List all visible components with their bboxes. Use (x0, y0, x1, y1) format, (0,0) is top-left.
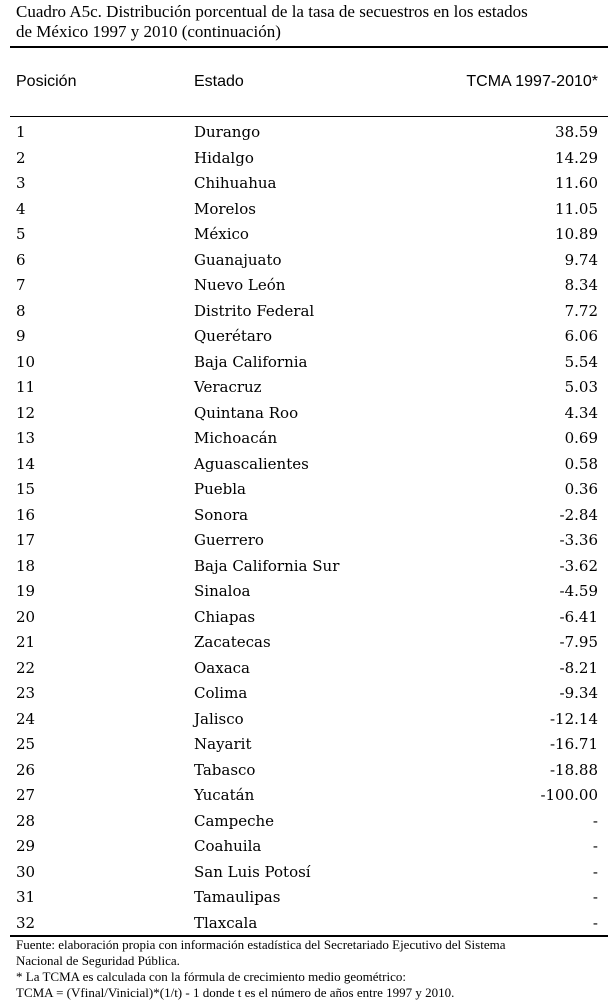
row-position: 10 (16, 352, 36, 371)
table-row (0, 760, 610, 786)
table-row (0, 377, 610, 403)
row-position: 8 (16, 301, 26, 320)
row-state: Jalisco (194, 709, 244, 728)
row-position: 16 (16, 505, 36, 524)
row-position: 24 (16, 709, 36, 728)
row-value: 11.60 (555, 174, 598, 193)
row-state: México (194, 225, 249, 244)
row-position: 1 (16, 123, 26, 141)
table-row (0, 658, 610, 684)
table-row (0, 326, 610, 352)
row-state: Tabasco (194, 760, 256, 779)
row-position: 32 (16, 913, 36, 932)
row-state: Sonora (194, 505, 249, 524)
row-value: -100.00 (540, 786, 598, 805)
row-state: Oaxaca (194, 658, 250, 677)
row-value: -8.21 (559, 658, 598, 677)
row-state: Guanajuato (194, 250, 282, 269)
row-state: Nayarit (194, 735, 252, 754)
row-value: -18.88 (549, 760, 598, 779)
row-value: 0.69 (564, 429, 598, 448)
row-value: - (592, 888, 598, 907)
row-value: - (592, 913, 598, 932)
row-state: Veracruz (194, 378, 262, 397)
row-position: 3 (16, 174, 26, 193)
row-position: 20 (16, 607, 36, 626)
table-title (16, 2, 606, 42)
row-value: -16.71 (549, 735, 598, 754)
row-position: 7 (16, 276, 26, 295)
row-state: Morelos (194, 199, 256, 218)
row-position: 5 (16, 225, 26, 244)
table-row (0, 556, 610, 582)
row-state: Guerrero (194, 531, 264, 550)
row-value: 4.34 (564, 403, 598, 422)
table-row (0, 275, 610, 301)
row-state: Chiapas (194, 607, 256, 626)
row-state: Aguascalientes (194, 454, 309, 473)
row-value: -3.62 (559, 556, 598, 575)
row-value: 6.06 (564, 327, 598, 346)
table-title-line-2: de México 1997 y 2010 (continuación) (16, 22, 281, 41)
table-title-line-1: Cuadro A5c. Distribución porcentual de la tasa de secuestros en los estados (16, 2, 528, 21)
footnotes (16, 937, 606, 1001)
row-position: 2 (16, 148, 26, 167)
row-value: 14.29 (555, 148, 598, 167)
row-value: -4.59 (559, 582, 598, 601)
row-value: 38.59 (555, 123, 598, 141)
header-rule (10, 116, 608, 117)
formula-note-line-1: * La TCMA es calculada con la fórmula de crecimiento medio geométrico: (16, 969, 406, 984)
row-position: 17 (16, 531, 36, 550)
header-value: TCMA 1997-2010* (466, 73, 598, 90)
table-row (0, 683, 610, 709)
row-state: Hidalgo (194, 148, 254, 167)
row-state: Chihuahua (194, 174, 277, 193)
row-state: Puebla (194, 480, 246, 499)
row-position: 21 (16, 633, 36, 652)
row-state: Durango (194, 123, 261, 141)
row-state: Zacatecas (194, 633, 271, 652)
row-state: Distrito Federal (194, 301, 315, 320)
table-row (0, 250, 610, 276)
row-value: -12.14 (549, 709, 598, 728)
table-row (0, 352, 610, 378)
row-position: 25 (16, 735, 36, 754)
row-value: 5.54 (564, 352, 598, 371)
row-value: -3.36 (559, 531, 598, 550)
row-position: 22 (16, 658, 36, 677)
row-position: 12 (16, 403, 36, 422)
row-position: 30 (16, 862, 36, 881)
row-state: Campeche (194, 811, 275, 830)
row-state: Coahuila (194, 837, 262, 856)
row-state: Michoacán (194, 429, 278, 448)
row-position: 23 (16, 684, 36, 703)
table-row (0, 454, 610, 480)
row-position: 15 (16, 480, 36, 499)
row-state: Colima (194, 684, 248, 703)
row-position: 11 (16, 378, 36, 397)
row-value: - (592, 811, 598, 830)
header-state: Estado (194, 73, 244, 90)
table-row (0, 836, 610, 862)
table-row (0, 887, 610, 913)
row-state: San Luis Potosí (194, 862, 311, 881)
row-position: 26 (16, 760, 36, 779)
table-row (0, 632, 610, 658)
table-body (0, 122, 610, 939)
table-row (0, 403, 610, 429)
top-rule (10, 46, 608, 48)
row-position: 4 (16, 199, 26, 218)
row-value: -2.84 (559, 505, 598, 524)
row-value: 0.58 (564, 454, 598, 473)
formula-note-line-2: TCMA = (Vfinal/Vinicial)*(1/t) - 1 donde t es el número de años entre 1997 y 2010. (16, 985, 455, 1000)
table-row (0, 734, 610, 760)
row-value: 11.05 (555, 199, 598, 218)
row-value: 0.36 (564, 480, 598, 499)
row-position: 14 (16, 454, 36, 473)
row-state: Yucatán (194, 786, 255, 805)
row-position: 29 (16, 837, 36, 856)
row-position: 31 (16, 888, 36, 907)
table-row (0, 581, 610, 607)
row-position: 13 (16, 429, 36, 448)
row-value: -7.95 (559, 633, 598, 652)
row-value: -6.41 (559, 607, 598, 626)
row-state: Tlaxcala (194, 913, 258, 932)
table-row (0, 530, 610, 556)
source-note-line-1: Fuente: elaboración propia con información estadística del Secretariado Ejecutivo del Sistema (16, 937, 506, 952)
table-row (0, 479, 610, 505)
row-state: Querétaro (194, 327, 273, 346)
table-row (0, 122, 610, 148)
row-state: Tamaulipas (194, 888, 281, 907)
table-row (0, 607, 610, 633)
row-value: - (592, 837, 598, 856)
row-value: 7.72 (564, 301, 598, 320)
header-position: Posición (16, 73, 77, 90)
table-row (0, 301, 610, 327)
table-row (0, 709, 610, 735)
row-value: 9.74 (564, 250, 598, 269)
table-row (0, 148, 610, 174)
row-state: Quintana Roo (194, 403, 299, 422)
row-position: 9 (16, 327, 26, 346)
source-note-line-2: Nacional de Seguridad Pública. (16, 953, 180, 968)
table-row (0, 811, 610, 837)
table-row (0, 199, 610, 225)
row-state: Nuevo León (194, 276, 286, 295)
row-position: 18 (16, 556, 36, 575)
row-value: 8.34 (564, 276, 598, 295)
row-position: 28 (16, 811, 36, 830)
row-value: - (592, 862, 598, 881)
row-position: 6 (16, 250, 26, 269)
row-state: Sinaloa (194, 582, 251, 601)
row-value: -9.34 (559, 684, 598, 703)
row-state: Baja California (194, 352, 308, 371)
row-position: 19 (16, 582, 36, 601)
table-row (0, 173, 610, 199)
row-value: 10.89 (555, 225, 598, 244)
table-row (0, 505, 610, 531)
row-position: 27 (16, 786, 36, 805)
row-value: 5.03 (564, 378, 598, 397)
table-row (0, 785, 610, 811)
table-row (0, 224, 610, 250)
table-row (0, 428, 610, 454)
table-row (0, 862, 610, 888)
row-state: Baja California Sur (194, 556, 340, 575)
